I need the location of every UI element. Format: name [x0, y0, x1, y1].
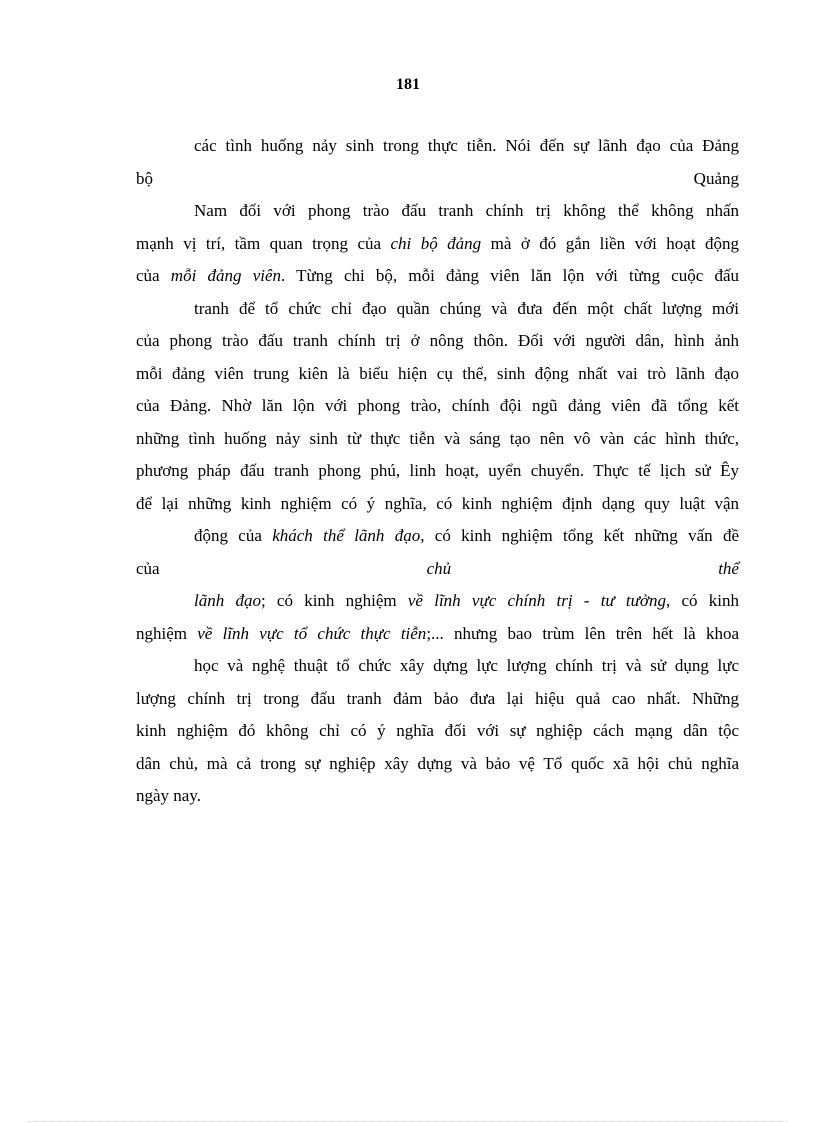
emphasis-text: chi bộ đảng — [390, 233, 482, 253]
emphasis-text: lãnh đạo — [194, 591, 261, 610]
text-line: Nam đối với phong trào đấu tranh chính trị không thể không nhấn — [194, 201, 739, 220]
text-line: dân chủ, mà cả trong sự nghiệp xây dựng và bảo vệ Tổ quốc xã hội chủ nghĩa — [136, 753, 739, 773]
text-line: nghiệm về lĩnh vực tổ chức thực tiễn;... nhưng bao trùm lên trên hết là khoa — [136, 623, 739, 643]
text-line: bộ Quảng — [136, 168, 739, 188]
footer-divider — [28, 1121, 788, 1122]
text-line: các tình huống nảy sinh trong thực tiễn. Nói đến sự lãnh đạo của Đảng — [194, 136, 739, 155]
text-line: của Đảng. Nhờ lăn lộn với phong trào, chính đội ngũ đảng viên đã tổng kết — [136, 396, 739, 415]
emphasis-text: chủ — [426, 558, 452, 578]
text-line: của chủ thể — [136, 553, 739, 586]
text-line: để lại những kinh nghiệm có ý nghĩa, có kinh nghiệm định dạng quy luật vận — [136, 493, 739, 513]
text-line: mỗi đảng viên trung kiên là biểu hiện cụ thể, sinh động nhất vai trò lãnh đạo — [136, 363, 739, 383]
emphasis-text: thể — [718, 558, 739, 578]
text-line: ngày nay. — [136, 786, 201, 805]
emphasis-text: khách thể lãnh đạo — [272, 526, 421, 545]
text-line: lượng chính trị trong đấu tranh đảm bảo đưa lại hiệu quả cao nhất. Những — [136, 688, 739, 708]
text-line: của phong trào đấu tranh chính trị ở nông thôn. Đối với người dân, hình ảnh — [136, 331, 739, 350]
text-line: tranh để tổ chức chỉ đạo quần chúng và đưa đến một chất lượng mới — [194, 298, 739, 318]
body-paragraph — [136, 130, 739, 813]
emphasis-text: về lĩnh vực chính trị - tư tưởng — [407, 591, 666, 610]
text-line: mạnh vị trí, tầm quan trọng của chi bộ đảng mà ở đó gắn liền với hoạt động — [136, 233, 739, 253]
emphasis-text: mỗi đảng viên — [170, 266, 282, 285]
text-line: kinh nghiệm đó không chỉ có ý nghĩa đối với sự nghiệp cách mạng dân tộc — [136, 721, 739, 740]
text-line: lãnh đạo; có kinh nghiệm về lĩnh vực chính trị - tư tưởng, có kinh — [194, 591, 739, 610]
page-number: 181 — [396, 76, 420, 93]
text-line: của mỗi đảng viên. Từng chi bộ, mỗi đảng viên lăn lộn với từng cuộc đấu — [136, 266, 739, 285]
text-line: học và nghệ thuật tổ chức xây dựng lực lượng chính trị và sử dụng lực — [194, 656, 739, 675]
emphasis-text: về lĩnh vực tổ chức thực tiễn — [197, 623, 427, 643]
text-line: phương pháp đấu tranh phong phú, linh hoạt, uyển chuyển. Thực tế lịch sử Êy — [136, 461, 739, 480]
text-line: động của khách thể lãnh đạo, có kinh nghiệm tổng kết những vấn đề — [194, 526, 740, 545]
text-line: những tình huống nảy sinh từ thực tiễn và sáng tạo nên vô vàn các hình thức, — [136, 428, 739, 448]
